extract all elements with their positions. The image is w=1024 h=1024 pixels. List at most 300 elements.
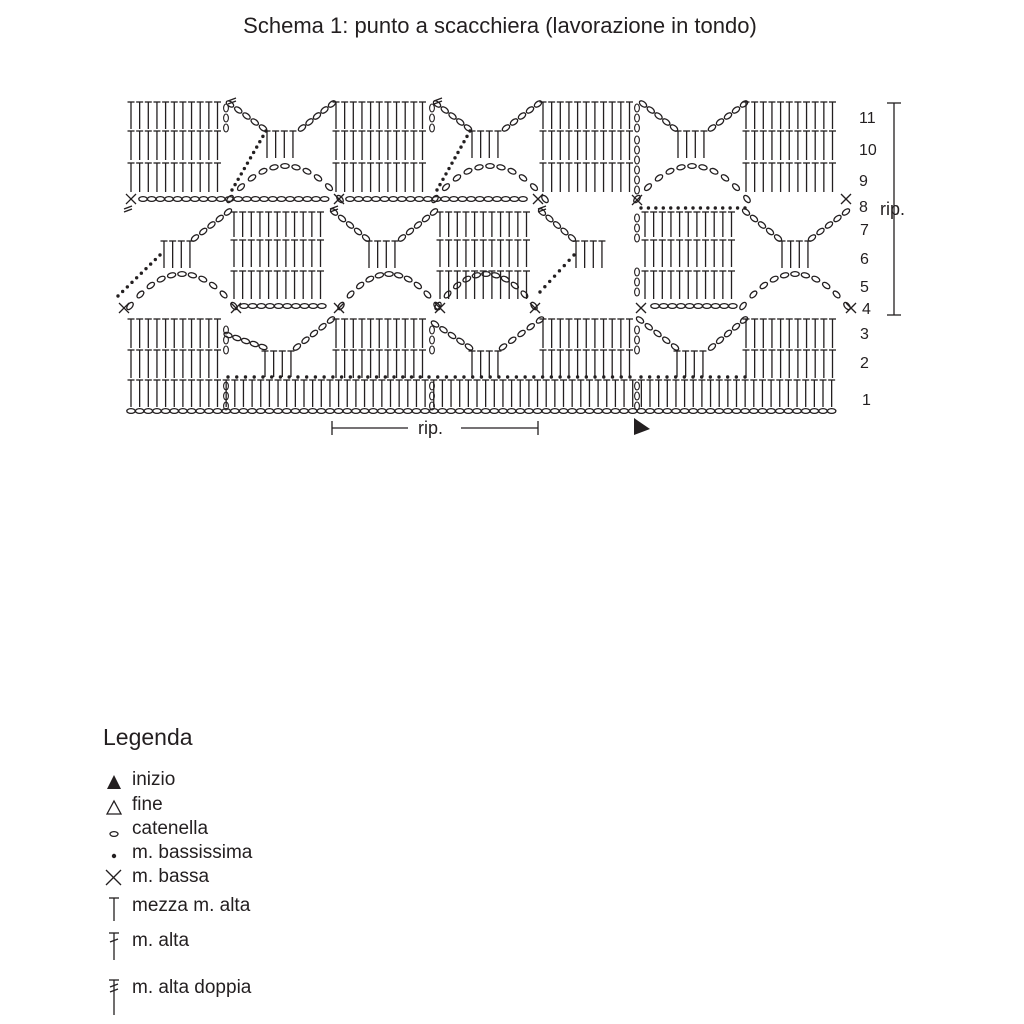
row-2-slip-stitches xyxy=(226,375,631,378)
half-double-crochet xyxy=(289,131,296,158)
half-double-crochet xyxy=(482,380,489,407)
slip-stitch xyxy=(515,375,518,378)
half-double-crochet xyxy=(711,212,718,237)
half-double-crochet xyxy=(179,380,186,407)
chain-stitch xyxy=(731,322,741,331)
half-double-crochet xyxy=(508,380,515,407)
chain-stitch xyxy=(250,118,260,127)
slip-stitch xyxy=(375,375,378,378)
slip-stitch xyxy=(366,375,369,378)
slip-stitch xyxy=(158,253,161,256)
half-double-crochet xyxy=(136,319,143,348)
half-double-crochet xyxy=(716,380,723,407)
half-double-crochet xyxy=(591,319,598,348)
legend-label: m. alta doppia xyxy=(132,977,252,998)
chain-stitch xyxy=(741,207,751,216)
chain-stitch xyxy=(241,337,251,344)
half-double-crochet xyxy=(437,271,444,299)
half-double-crochet xyxy=(393,319,400,348)
half-double-crochet xyxy=(777,102,784,129)
slip-stitch xyxy=(287,375,290,378)
chain-stitch xyxy=(292,304,300,309)
half-double-crochet xyxy=(711,271,718,299)
slip-stitch xyxy=(669,206,672,209)
half-double-crochet xyxy=(318,380,325,407)
half-double-crochet xyxy=(626,163,633,192)
chain-diagonal xyxy=(223,331,268,350)
chain-stitch xyxy=(208,281,218,290)
half-double-crochet xyxy=(583,319,590,348)
half-double-crochet xyxy=(659,212,666,237)
chain-stitch xyxy=(533,100,543,109)
half-double-crochet xyxy=(387,380,394,407)
half-double-crochet xyxy=(812,131,819,160)
half-double-crochet xyxy=(760,350,767,378)
chain-stitch xyxy=(473,409,481,414)
slip-stitch xyxy=(523,375,526,378)
chain-stitch xyxy=(707,342,717,351)
chain-stitch xyxy=(452,173,462,182)
half-double-crochet xyxy=(523,271,530,299)
slip-stitch xyxy=(714,206,717,209)
half-double-crochet xyxy=(214,319,221,348)
half-double-crochet xyxy=(728,240,735,267)
slip-stitch xyxy=(691,206,694,209)
chain-stitch xyxy=(703,304,711,309)
slip-stitch xyxy=(665,375,668,378)
slip-stitch xyxy=(233,183,236,186)
chain-stitch xyxy=(635,278,640,286)
chain-diagonal xyxy=(707,100,749,133)
row-7-mini-block xyxy=(366,241,399,268)
chain-stitch xyxy=(198,275,208,283)
half-double-crochet xyxy=(626,131,633,160)
chain-stitch xyxy=(635,146,640,154)
half-double-crochet xyxy=(828,380,835,407)
half-double-crochet xyxy=(384,350,391,378)
chain-stitch xyxy=(239,409,247,414)
half-double-crochet xyxy=(162,163,169,192)
slip-stitch xyxy=(480,375,483,378)
half-double-crochet xyxy=(683,131,690,158)
chain-stitch xyxy=(507,409,515,414)
half-double-crochet xyxy=(128,163,135,192)
half-double-crochet xyxy=(820,131,827,160)
chain-stitch xyxy=(525,409,533,414)
half-double-crochet xyxy=(685,271,692,299)
slip-stitch xyxy=(240,172,243,175)
chain-stitch xyxy=(438,409,446,414)
chain-stitch xyxy=(302,167,312,175)
half-double-crochet xyxy=(525,380,532,407)
half-double-crochet xyxy=(711,240,718,267)
slip-stitch xyxy=(261,135,264,138)
half-double-crochet xyxy=(291,240,298,267)
half-double-crochet xyxy=(768,163,775,192)
half-double-crochet xyxy=(145,102,152,129)
chain-diagonal xyxy=(537,207,576,242)
half-double-crochet xyxy=(384,131,391,160)
legend-label: inizio xyxy=(132,769,176,790)
chain-stitch xyxy=(430,104,435,112)
slip-stitch xyxy=(154,258,157,261)
row-number-label: 7 xyxy=(860,222,869,239)
slip-stitch xyxy=(506,375,509,378)
half-double-crochet xyxy=(376,131,383,160)
chain-stitch xyxy=(318,304,326,309)
chain-stitch xyxy=(249,340,259,347)
half-double-crochet xyxy=(548,163,555,192)
chain-stitch xyxy=(187,409,195,414)
half-double-crochet xyxy=(506,240,513,267)
row-number-label: 10 xyxy=(859,142,877,159)
chain-stitch xyxy=(464,343,474,352)
half-double-crochet xyxy=(350,319,357,348)
half-double-crochet xyxy=(240,380,247,407)
chain-diagonal xyxy=(741,207,783,242)
half-double-crochet xyxy=(497,271,504,299)
chain-stitch xyxy=(313,173,323,182)
half-double-crochet xyxy=(419,102,426,129)
half-double-crochet xyxy=(248,212,255,237)
half-double-crochet xyxy=(621,380,628,407)
chain-diagonal xyxy=(397,207,439,242)
half-double-crochet xyxy=(404,380,411,407)
slip-stitch xyxy=(662,206,665,209)
chain-stitch xyxy=(232,334,242,341)
chain-stitch xyxy=(520,290,529,299)
row-4-arch xyxy=(337,272,442,311)
row-number-label: 6 xyxy=(860,251,869,268)
half-double-crochet xyxy=(374,241,381,268)
half-double-crochet xyxy=(153,380,160,407)
chain-stitch xyxy=(231,409,239,414)
row-3-mini-block xyxy=(469,351,502,377)
chain-stitch xyxy=(385,272,393,277)
chain-stitch xyxy=(724,409,732,414)
half-double-crochet xyxy=(743,163,750,192)
chain-stitch xyxy=(464,409,472,414)
vertical-chain-column xyxy=(635,214,640,296)
half-double-crochet xyxy=(497,212,504,237)
row-6-block xyxy=(231,240,325,267)
chain-stitch xyxy=(819,409,827,414)
half-double-crochet xyxy=(675,131,682,158)
chain-stitch xyxy=(291,409,299,414)
half-double-crochet xyxy=(759,380,766,407)
half-double-crochet xyxy=(171,380,178,407)
half-double-crochet xyxy=(136,380,143,407)
slip-stitch xyxy=(459,145,462,148)
chain-stitch xyxy=(832,290,841,299)
half-double-crochet xyxy=(733,380,740,407)
half-double-crochet xyxy=(333,163,340,192)
half-double-crochet xyxy=(617,102,624,129)
slip-stitch xyxy=(462,140,465,143)
half-double-crochet xyxy=(591,350,598,378)
chain-stitch xyxy=(568,409,576,414)
chain-stitch xyxy=(361,233,371,242)
chain-stitch xyxy=(715,118,725,127)
half-double-crochet xyxy=(540,319,547,348)
chain-stitch xyxy=(430,346,435,354)
half-double-crochet xyxy=(239,271,246,299)
half-double-crochet xyxy=(341,350,348,378)
chain-stitch xyxy=(178,272,186,277)
chain-stitch xyxy=(776,409,784,414)
half-double-crochet xyxy=(742,380,749,407)
chain-stitch xyxy=(182,197,190,202)
half-double-crochet xyxy=(820,319,827,348)
half-double-crochet xyxy=(768,380,775,407)
half-double-crochet xyxy=(659,271,666,299)
half-double-crochet xyxy=(719,212,726,237)
chain-stitch xyxy=(694,304,702,309)
chain-stitch xyxy=(742,194,751,204)
half-double-crochet xyxy=(186,241,193,268)
slip-stitch xyxy=(230,188,233,191)
diagram-title: Schema 1: punto a scacchiera (lavorazione in tondo) xyxy=(243,13,757,38)
chain-stitch xyxy=(533,409,541,414)
half-double-crochet xyxy=(275,380,282,407)
half-double-crochet xyxy=(691,351,698,377)
half-double-crochet xyxy=(786,350,793,378)
slip-stitch xyxy=(270,375,273,378)
chain-stitch xyxy=(490,409,498,414)
half-double-crochet xyxy=(171,319,178,348)
chain-stitch xyxy=(706,409,714,414)
half-double-crochet xyxy=(486,131,493,158)
row-7-block xyxy=(642,212,736,237)
half-double-crochet xyxy=(393,102,400,129)
slip-stitch xyxy=(548,280,551,283)
half-double-crochet xyxy=(794,380,801,407)
bottom-repeat-label: rip. xyxy=(418,418,444,438)
legend-label: m. alta xyxy=(132,930,190,951)
half-double-crochet xyxy=(794,102,801,129)
chain-stitch xyxy=(811,275,821,283)
half-double-crochet xyxy=(358,319,365,348)
row-11-right-block xyxy=(743,102,837,129)
chain-stitch xyxy=(219,290,228,299)
half-double-crochet xyxy=(693,271,700,299)
row-number-label: 2 xyxy=(860,355,869,372)
chain-stitch xyxy=(501,124,511,133)
half-double-crochet xyxy=(480,240,487,267)
half-double-crochet xyxy=(477,351,484,377)
chain-stitch xyxy=(711,304,719,309)
half-double-crochet xyxy=(384,163,391,192)
half-double-crochet xyxy=(350,131,357,160)
half-double-crochet xyxy=(667,271,674,299)
treble-marker xyxy=(124,206,132,212)
slip-stitch xyxy=(743,375,746,378)
chain-stitch xyxy=(651,304,659,309)
chain-stitch xyxy=(498,343,508,352)
half-double-crochet xyxy=(366,241,373,268)
half-double-crochet xyxy=(617,319,624,348)
half-double-crochet xyxy=(700,131,707,158)
slip-stitch xyxy=(126,285,129,288)
half-double-crochet xyxy=(239,212,246,237)
half-double-crochet xyxy=(445,240,452,267)
chain-stitch xyxy=(680,409,688,414)
half-double-crochet xyxy=(402,131,409,160)
half-double-crochet xyxy=(153,131,160,160)
row-4-chain xyxy=(651,304,737,309)
row-11-mini-block xyxy=(675,131,708,158)
half-double-crochet xyxy=(350,102,357,129)
half-double-crochet xyxy=(488,212,495,237)
slip-stitch xyxy=(648,375,651,378)
slip-stitch xyxy=(706,206,709,209)
chain-stitch xyxy=(841,208,851,217)
chain-stitch xyxy=(127,409,135,414)
slip-stitch xyxy=(550,375,553,378)
half-double-crochet xyxy=(583,350,590,378)
row-6-block xyxy=(437,240,531,267)
slip-stitch xyxy=(243,167,246,170)
foundation-chain xyxy=(127,409,836,414)
half-double-crochet xyxy=(760,131,767,160)
half-double-crochet xyxy=(548,102,555,129)
row-2-block xyxy=(540,350,634,378)
slip-stitch xyxy=(593,375,596,378)
half-double-crochet xyxy=(352,380,359,407)
half-double-crochet xyxy=(300,240,307,267)
chain-stitch xyxy=(529,182,538,191)
half-double-crochet xyxy=(514,240,521,267)
half-double-crochet xyxy=(471,240,478,267)
chain-stitch xyxy=(243,197,251,202)
slip-stitch xyxy=(357,375,360,378)
legend-label: m. bassa xyxy=(132,866,210,887)
slip-stitch xyxy=(447,167,450,170)
chain-stitch xyxy=(380,197,388,202)
vertical-chain-column xyxy=(635,136,640,194)
chain-stitch xyxy=(542,409,550,414)
chain-stitch xyxy=(225,194,234,204)
row-8-arch xyxy=(632,164,751,204)
half-double-crochet xyxy=(402,163,409,192)
slip-stitch xyxy=(235,375,238,378)
chain-stitch xyxy=(324,182,333,191)
half-double-crochet xyxy=(565,131,572,160)
half-double-crochet xyxy=(506,212,513,237)
chain-stitch xyxy=(205,409,213,414)
half-double-crochet xyxy=(214,380,221,407)
chain-diagonal xyxy=(807,208,851,243)
half-double-crochet xyxy=(690,380,697,407)
half-double-crochet xyxy=(376,163,383,192)
half-double-crochet xyxy=(317,212,324,237)
slip-stitch xyxy=(654,206,657,209)
half-double-crochet xyxy=(676,212,683,237)
slip-stitch xyxy=(676,206,679,209)
half-double-crochet xyxy=(609,163,616,192)
slip-stitch xyxy=(465,135,468,138)
half-double-crochet xyxy=(410,319,417,348)
chain-stitch xyxy=(354,197,362,202)
chart-marks xyxy=(116,98,856,413)
slip-stitch xyxy=(144,267,147,270)
chain-stitch xyxy=(729,304,737,309)
single-crochet xyxy=(126,194,136,204)
half-double-crochet xyxy=(760,102,767,129)
chain-stitch xyxy=(403,275,413,283)
half-double-crochet xyxy=(829,163,836,192)
half-double-crochet xyxy=(820,102,827,129)
treble-crochet-icon xyxy=(103,977,127,1022)
half-double-crochet xyxy=(540,102,547,129)
half-double-crochet xyxy=(205,380,212,407)
slip-stitch xyxy=(728,206,731,209)
chain-stitch xyxy=(481,409,489,414)
half-double-crochet xyxy=(188,380,195,407)
half-double-crochet xyxy=(393,350,400,378)
half-double-crochet xyxy=(376,102,383,129)
half-double-crochet xyxy=(647,380,654,407)
half-double-crochet xyxy=(136,131,143,160)
half-double-crochet xyxy=(300,271,307,299)
half-double-crochet xyxy=(794,319,801,348)
chain-stitch xyxy=(198,227,208,236)
half-double-crochet xyxy=(586,380,593,407)
chain-stitch xyxy=(801,272,810,279)
chain-stitch xyxy=(300,409,308,414)
chain-stitch xyxy=(757,220,767,229)
half-double-crochet xyxy=(265,212,272,237)
chain-stitch xyxy=(207,221,217,230)
half-double-crochet xyxy=(820,380,827,407)
half-double-crochet xyxy=(153,163,160,192)
half-double-crochet xyxy=(292,380,299,407)
chain-stitch xyxy=(661,336,671,345)
half-double-crochet xyxy=(617,163,624,192)
chain-diagonal xyxy=(292,316,336,352)
stitch-chart xyxy=(0,0,1024,460)
chain-stitch xyxy=(305,118,315,127)
slip-stitch xyxy=(585,375,588,378)
chain-stitch xyxy=(685,304,693,309)
chain-stitch xyxy=(458,197,466,202)
half-double-crochet xyxy=(308,271,315,299)
half-double-crochet xyxy=(786,131,793,160)
chain-stitch xyxy=(463,124,473,133)
chain-stitch xyxy=(496,164,505,171)
half-double-crochet xyxy=(197,163,204,192)
chain-stitch xyxy=(413,281,423,290)
row-3-mini-block xyxy=(674,351,707,377)
chain-stitch xyxy=(258,124,268,133)
chain-stitch xyxy=(224,114,229,122)
single-crochet xyxy=(636,303,646,313)
chain-stitch xyxy=(147,197,155,202)
half-double-crochet xyxy=(350,350,357,378)
half-double-crochet xyxy=(650,240,657,267)
chain-stitch xyxy=(378,409,386,414)
chain-stitch xyxy=(317,409,325,414)
slip-stitch xyxy=(717,375,720,378)
slip-stitch xyxy=(226,375,229,378)
chain-stitch xyxy=(326,409,334,414)
chain-stitch xyxy=(723,112,733,121)
half-double-crochet xyxy=(335,380,342,407)
chain-stitch xyxy=(258,343,268,350)
half-double-crochet xyxy=(326,380,333,407)
slip-stitch xyxy=(726,375,729,378)
half-double-crochet xyxy=(794,131,801,160)
